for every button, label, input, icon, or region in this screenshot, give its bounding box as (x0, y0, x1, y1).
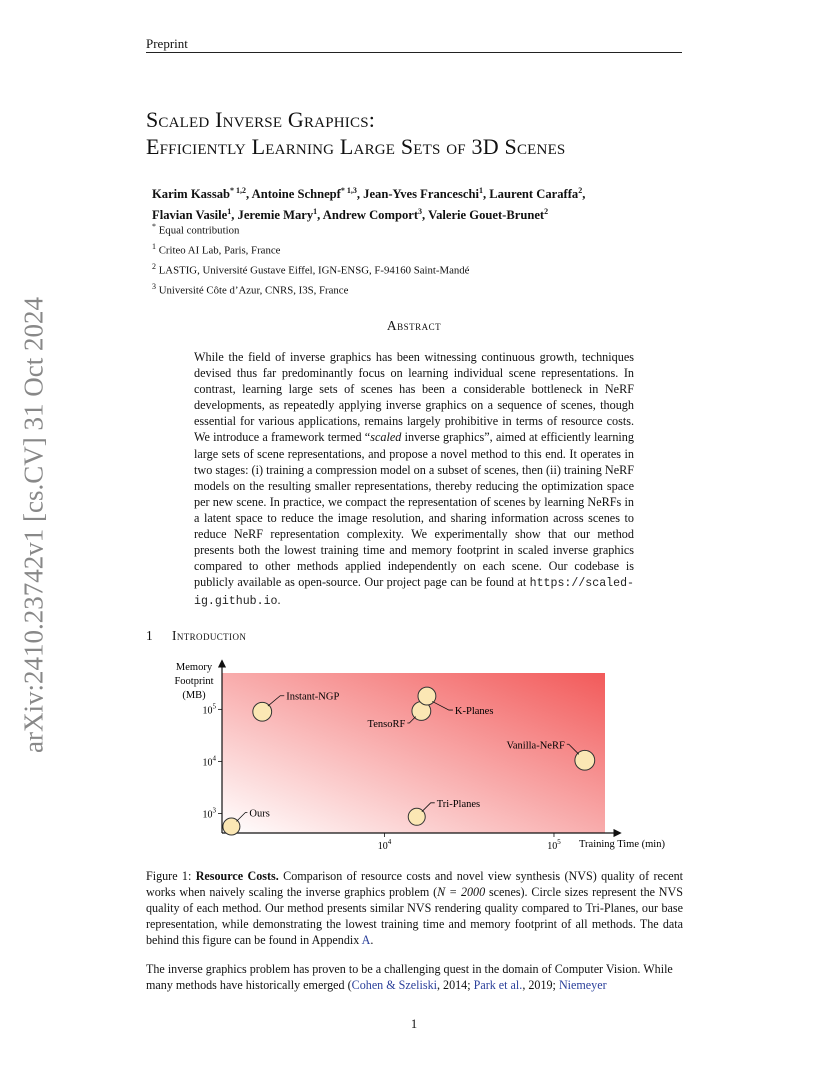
affiliation-text: LASTIG, Université Gustave Eiffel, IGN-ENSG, F-94160 Saint-Mandé (158, 264, 470, 277)
section-heading (146, 628, 246, 644)
affiliation-text: Criteo AI Lab, Paris, France (158, 244, 281, 257)
x-tick-label: $10^4$ (377, 838, 392, 852)
citation-link[interactable]: Cohen & Szeliski (351, 978, 437, 992)
citation-link[interactable]: Niemeyer (558, 978, 607, 992)
author: Jeremie Mary (237, 208, 314, 223)
resource-cost-chart (160, 655, 670, 855)
abstract-text: . (277, 593, 281, 608)
figure-1 (160, 655, 670, 855)
abstract-text: inverse graphics”, aimed at efficiently learning large sets of scene representations, and propose a novel method to this end. It operates in two stages: (i) training a compression model on a subset of scenes, then (ii) training NeRF models on the resulting smaller representations, thereby reducing the optimization space per new scene. In practice, we compact the representation of scenes by learning NeRFs in a latent space to reduce the image resolution, and sharing information across scenes to reduce NeRF representation complexity. We experimentally show that our method presents both the lowest training time and memory footprint in scaled inverse graphics compared to other methods applied independently on each scene. Our codebase is publicly available as open-source. Our project page can be found at (194, 430, 635, 590)
author-separator: , (246, 187, 252, 202)
point-label: Vanilla-NeRF (506, 740, 565, 752)
author: Karim Kassab (152, 187, 231, 202)
citation-separator: ; (467, 978, 474, 992)
header-rule (146, 52, 682, 53)
affiliation-item (152, 239, 692, 259)
author-affil-mark: 1 (478, 186, 483, 195)
caption-text: Comparison of resource costs and novel view synthesis (NVS) quality of recent works when naively scaling the inverse graphics problem ( (146, 869, 684, 899)
affiliation-mark: 2 (152, 261, 156, 271)
author-separator: , (482, 187, 490, 202)
section-title: Introduction (172, 628, 247, 643)
author-affil-mark: 2 (578, 186, 583, 195)
affiliation-mark: * (152, 222, 156, 231)
page-number: 1 (410, 1017, 418, 1031)
y-axis-label (174, 662, 213, 701)
project-page-link[interactable]: https://scaled-ig.github.io (194, 577, 634, 609)
figure-caption (146, 868, 683, 948)
author-affil-mark: 3 (418, 207, 423, 217)
author-separator: , (422, 208, 429, 223)
y-axis-label-line: Footprint (174, 676, 214, 687)
body-text: The inverse graphics problem has proven to be a challenging quest in the domain of Computer Vision. While many methods have historically emerged ( (146, 962, 673, 992)
abstract-text: While the field of inverse graphics has been witnessing continuous growth, techniques devised thus far predominantly focus on learning individual scene representations. In contrast, learning large sets of scenes has been a considerable bottleneck in NeRF developments, as repeatedly applying inverse graphics on a sequence of scenes, though essential for various applications, remains largely prohibitive in terms of resource costs. We introduce a framework termed “ (194, 350, 634, 445)
intro-paragraph (146, 961, 683, 993)
title-line-1: Scaled Inverse Graphics: (146, 107, 376, 132)
affiliation-mark: 1 (152, 241, 156, 251)
point-label: Tri-Planes (436, 798, 481, 810)
x-axis-label: Training Time (min) (579, 839, 665, 850)
y-tick-label: $10^3$ (202, 806, 216, 821)
citation-year: , 2014 (436, 978, 468, 992)
point-label: K-Planes (454, 706, 494, 718)
appendix-link[interactable]: A (361, 933, 371, 947)
y-tick-label: $10^4$ (202, 754, 216, 769)
running-header: Preprint (146, 36, 188, 51)
author-affil-mark: * 1,3 (340, 186, 357, 195)
author: Valerie Gouet-Brunet (428, 208, 545, 223)
point-label: Ours (249, 808, 270, 820)
caption-text: . (370, 933, 374, 947)
affiliation-text: Université Côte d’Azur, CNRS, I3S, France (158, 284, 349, 297)
x-tick-label: $10^5$ (547, 838, 561, 852)
affiliation-item (152, 219, 692, 239)
y-tick-label: $10^5$ (202, 702, 216, 717)
affiliation-text: Equal contribution (158, 224, 240, 237)
caption-label: Figure 1: (146, 869, 192, 883)
arxiv-stamp: arXiv:2410.23742v1 [cs.CV] 31 Oct 2024 (18, 297, 49, 753)
author: Laurent Caraffa (489, 187, 579, 202)
y-axis-label-line: Memory (175, 662, 213, 673)
citation-year: , 2019 (522, 978, 553, 992)
author: Jean-Yves Franceschi (363, 187, 479, 202)
abstract-body (194, 349, 634, 611)
author: Antoine Schnepf (251, 187, 341, 202)
point-label: TensoRF (367, 719, 406, 731)
author: Flavian Vasile (152, 208, 228, 223)
affiliation-item (152, 279, 692, 299)
citation-separator: ; (552, 978, 559, 992)
author-affil-mark: 1 (313, 207, 318, 217)
section-number: 1 (146, 628, 153, 643)
arxiv-stamp-container (14, 290, 54, 760)
author-separator: , (317, 208, 323, 223)
citation-link[interactable]: Park et al. (473, 978, 523, 992)
paper-title (146, 106, 706, 160)
author-affil-mark: * 1,2 (230, 186, 247, 195)
abstract-heading: Abstract (386, 318, 442, 333)
author-affil-mark: 2 (544, 207, 549, 217)
affiliation-mark: 3 (152, 281, 156, 291)
author-affil-mark: 1 (227, 207, 232, 217)
y-axis-label-line: (MB) (182, 690, 206, 701)
affiliation-item (152, 259, 692, 279)
author-separator: , (582, 187, 586, 202)
point-label: Instant-NGP (286, 691, 340, 703)
caption-bold: Resource Costs. (195, 869, 279, 883)
author: Andrew Comport (322, 208, 419, 223)
author-separator: , (231, 208, 238, 223)
affiliation-list (152, 219, 692, 299)
caption-math: N = 2000 (437, 885, 486, 899)
caption-text: scenes). Circle sizes represent the NVS quality of each method. Our method presents similar NVS rendering quality compared to Tri-Planes, our base representation, while demonstrating the lowest training time and memory footprint of all methods. The data behind this figure can be found in Appendix (146, 885, 683, 947)
title-line-2: Efficiently Learning Large Sets of 3D Scenes (146, 134, 566, 159)
author-separator: , (356, 187, 364, 202)
abstract-emphasis: scaled (370, 430, 402, 445)
